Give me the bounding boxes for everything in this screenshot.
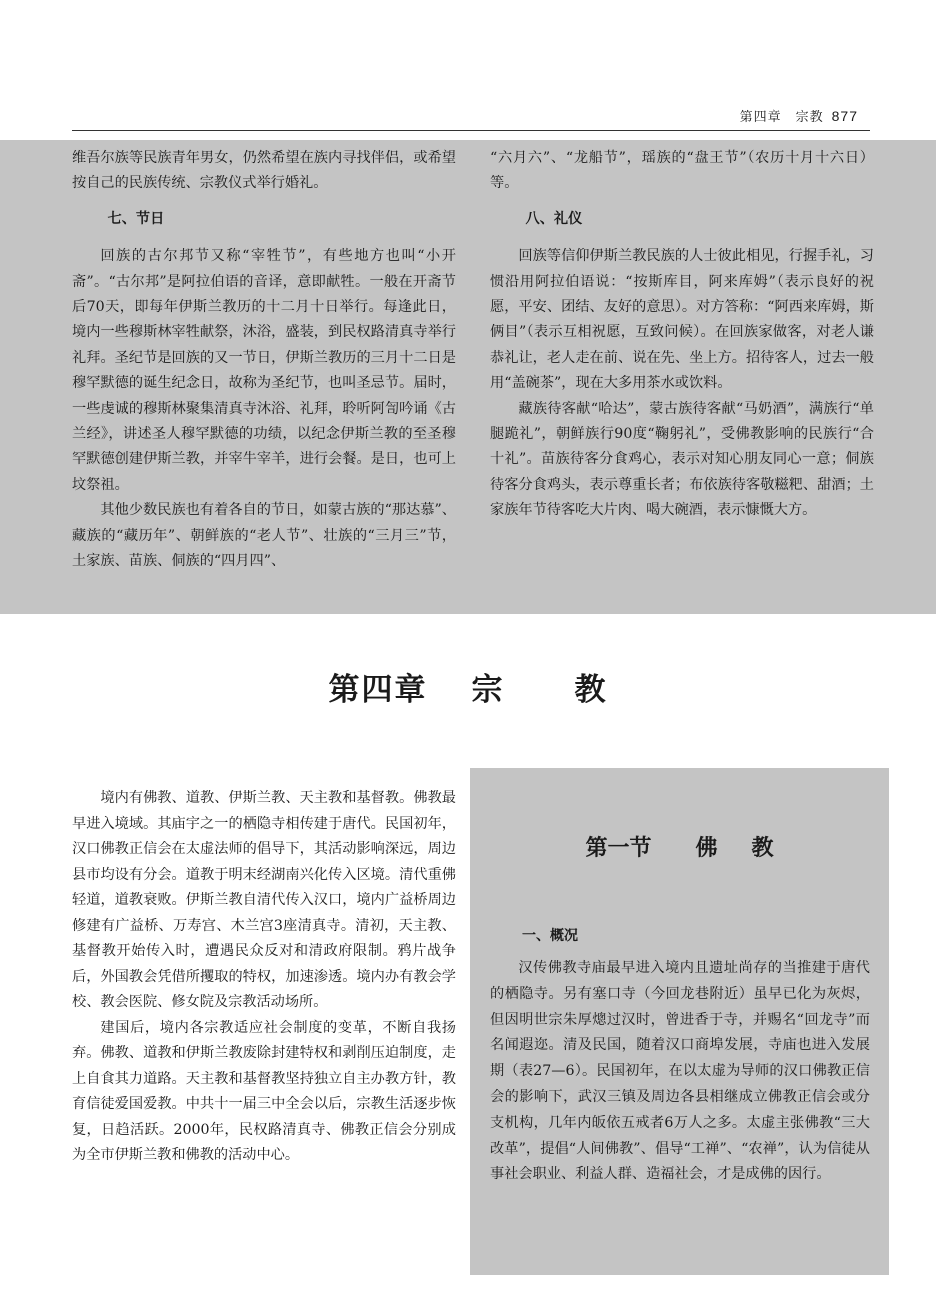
section-buddhism-block	[470, 768, 889, 1275]
heading-etiquette: 八、礼仪	[525, 210, 583, 227]
paragraph: 其他少数民族也有着各自的节日，如蒙古族的“那达慕”、藏族的“藏历年”、朝鲜族的“老人节”、壮族的“三月三”节，土家族、苗族、侗族的“四月四”、	[72, 502, 456, 570]
section-title	[470, 831, 889, 862]
header-rule	[72, 130, 870, 131]
chapter-title	[0, 664, 936, 709]
previous-section-block	[0, 140, 936, 614]
running-head	[740, 106, 858, 125]
paragraph: “六月六”、“龙船节”，瑶族的“盘王节”（农历十月十六日）等。	[490, 150, 874, 192]
paragraph: 境内有佛教、道教、伊斯兰教、天主教和基督教。佛教最早进入境域。其庙宇之一的栖隐寺相传建于唐代。民国初年，汉口佛教正信会在太虚法师的倡导下，其活动影响深远，周边县市均设有分会。道教于明末经湖南兴化传入区境。清代重佛轻道，道教衰败。伊斯兰教自清代传入汉口，境内广益桥周边修建有广益桥、万寿宫、木兰宫3座清真寺。清初，天主教、基督教开始传入时，遭遇民众反对和清政府限制。鸦片战争后，外国教会凭借所攫取的特权，加速渗透。境内办有教会学校、教会医院、修女院及宗教活动场所。	[72, 790, 456, 1010]
paragraph: 回族等信仰伊斯兰教民族的人士彼此相见，行握手礼，习惯沿用阿拉伯语说：“按斯库目，阿来库姆”（表示良好的祝愿，平安、团结、友好的意思）。对方答称：“阿西来库姆，斯俩目”（表示互相祝愿，互致问候）。在回族家做客，对老人谦恭礼让，老人走在前、说在先、坐上方。招待客人，过去一般用“盖碗茶”，现在大多用茶水或饮料。	[490, 248, 874, 392]
sub-heading-overview: 一、概况	[522, 928, 578, 944]
section-text-column	[490, 956, 870, 1188]
paragraph: 藏族待客献“哈达”，蒙古族待客献“马奶酒”，满族行“单腿跪礼”，朝鲜族行90度“鞠躬礼”，受佛教影响的民族行“合十礼”。苗族待客分食鸡心，表示对知心朋友同心一意；侗族待客分食鸡头，表示尊重长者；布依族待客敬糍粑、甜酒；土家族年节待客吃大片肉、喝大碗酒，表示慷慨大方。	[490, 400, 874, 519]
right-text-column	[490, 146, 874, 524]
chapter-number: 第四章	[328, 672, 428, 708]
paragraph: 汉传佛教寺庙最早进入境内且遗址尚存的当推建于唐代的栖隐寺。另有塞口寺（今回龙巷附近）虽早已化为灰烬，但因明世宗朱厚熜过汉时，曾进香于寺，并赐名“回龙寺”而名闻遐迩。清及民国，随着汉口商埠发展，寺庙也进入发展期（表27—6）。民国初年，在以太虚为导师的汉口佛教正信会的影响下，武汉三镇及周边各县相继成立佛教正信会或分支机构，几年内皈依五戒者6万人之多。太虚主张佛教“三大改革”，提倡“人间佛教”、倡导“工禅”、“农禅”，认为信徒从事社会职业、利益人群、造福社会，才是成佛的因行。	[490, 960, 870, 1183]
section-title-char: 教	[751, 835, 774, 861]
left-text-column	[72, 146, 456, 575]
paragraph: 建国后，境内各宗教适应社会制度的变革，不断自我扬弃。佛教、道教和伊斯兰教废除封建特权和剥削压迫制度，走上自食其力道路。天主教和基督教坚持独立自主办教方针，教育信徒爱国爱教。中共十一届三中全会以后，宗教生活逐步恢复，日趋活跃。2000年，民权路清真寺、佛教正信会分别成为全市伊斯兰教和佛教的活动中心。	[72, 1019, 456, 1163]
chapter-title-char: 教	[574, 672, 608, 708]
page-header	[72, 100, 870, 128]
chapter-title-char: 宗	[471, 672, 505, 708]
chapter-intro-column	[72, 786, 456, 1169]
heading-festivals: 七、节日	[107, 210, 165, 227]
section-number: 第一节	[585, 835, 652, 861]
section-title-char: 佛	[695, 835, 718, 861]
running-head-text: 第四章 宗教	[739, 110, 824, 125]
page-number: 877	[831, 108, 858, 124]
paragraph: 维吾尔族等民族青年男女，仍然希望在族内寻找伴侣，或希望按自己的民族传统、宗教仪式举行婚礼。	[72, 150, 456, 192]
paragraph: 回族的古尔邦节又称“宰牲节”，有些地方也叫“小开斋”。“古尔邦”是阿拉伯语的音译，意即献牲。一般在开斋节后70天，即每年伊斯兰教历的十二月十日举行。每逢此日，境内一些穆斯林宰牲献祭，沐浴，盛装，到民权路清真寺举行礼拜。圣纪节是回族的又一节日，伊斯兰教历的三月十二日是穆罕默德的诞生纪念日，故称为圣纪节，也叫圣忌节。届时，一些虔诚的穆斯林聚集清真寺沐浴、礼拜，聆听阿訇吟诵《古兰经》，讲述圣人穆罕默德的功绩，以纪念伊斯兰教的至圣穆罕默德创建伊斯兰教，并宰牛宰羊，进行会餐。是日，也可上坟祭祖。	[72, 248, 456, 493]
